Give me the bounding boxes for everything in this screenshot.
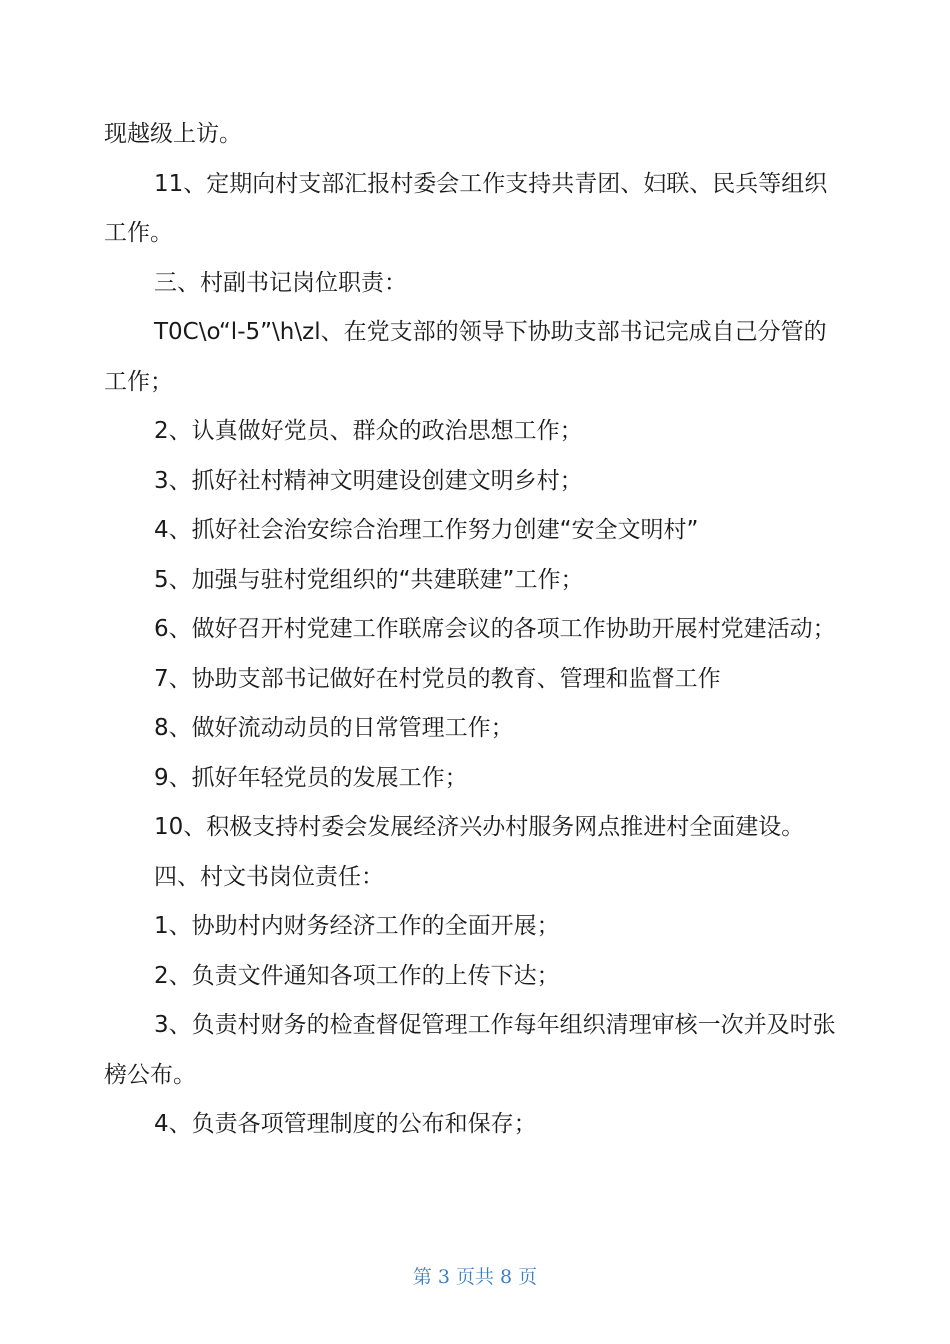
paragraph: 11、定期向村支部汇报村委会工作支持共青团、妇联、民兵等组织工作。 bbox=[104, 170, 828, 246]
paragraph: 6、做好召开村党建工作联席会议的各项工作协助开展村党建活动； bbox=[154, 616, 836, 642]
section-heading: 四、村文书岗位责任： bbox=[154, 863, 384, 890]
paragraph: T0C\o“l-5”\h\zl、在党支部的领导下协助支部书记完成自己分管的工作； bbox=[104, 319, 827, 395]
paragraph: 7、协助支部书记做好在村党员的教育、管理和监督工作 bbox=[154, 665, 721, 692]
paragraph: 2、负责文件通知各项工作的上传下达； bbox=[154, 962, 560, 989]
paragraph: 4、负责各项管理制度的公布和保存； bbox=[154, 1111, 537, 1137]
paragraph: 8、做好流动动员的日常管理工作； bbox=[154, 715, 514, 741]
section-heading: 三、村副书记岗位职责： bbox=[154, 269, 407, 296]
paragraph: 3、抓好社村精神文明建设创建文明乡村； bbox=[154, 467, 583, 494]
paragraph: 2、认真做好党员、群众的政治思想工作； bbox=[154, 418, 583, 444]
paragraph: 3、负责村财务的检查督促管理工作每年组织清理审核一次并及时张榜公布。 bbox=[104, 1012, 836, 1088]
paragraph: 5、加强与驻村党组织的“共建联建”工作； bbox=[154, 566, 584, 593]
paragraph: 现越级上访。 bbox=[104, 121, 242, 147]
document-body bbox=[104, 110, 844, 1150]
paragraph: 10、积极支持村委会发展经济兴办村服务网点推进村全面建设。 bbox=[154, 814, 805, 840]
paragraph: 4、抓好社会治安综合治理工作努力创建“安全文明村” bbox=[154, 517, 699, 543]
page-number-footer: 第 3 页共 8 页 bbox=[412, 1266, 538, 1288]
paragraph: 1、协助村内财务经济工作的全面开展； bbox=[154, 913, 560, 939]
paragraph: 9、抓好年轻党员的发展工作； bbox=[154, 764, 468, 791]
